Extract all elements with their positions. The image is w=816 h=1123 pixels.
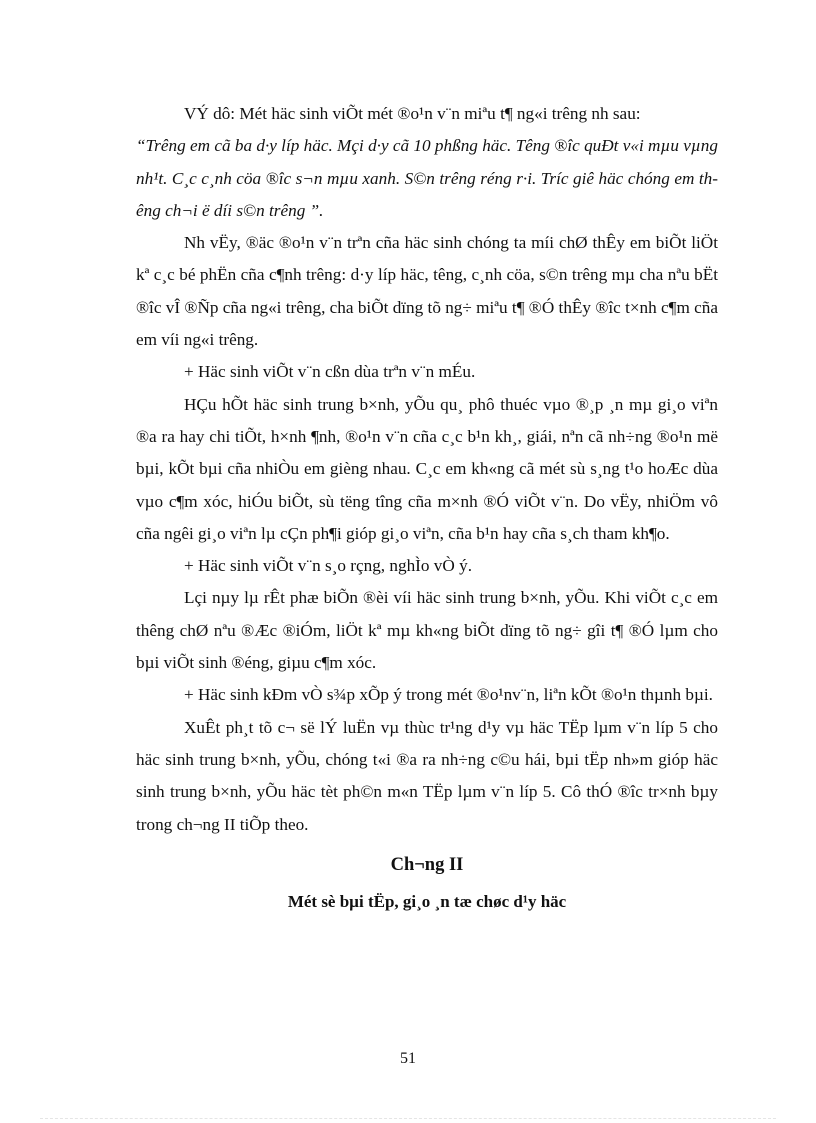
paragraph-bullet-empty-ideas: + Häc sinh viÕt v¨n s¸o rçng, nghÌo vÒ ý.: [184, 556, 472, 576]
page-bottom-divider: [40, 1118, 776, 1119]
paragraph-bullet-sample-text: + Häc sinh viÕt v¨n cßn dùa trªn v¨n mÉu.: [184, 362, 476, 382]
paragraph-example-intro: VÝ dô: Mét häc sinh viÕt mét ®o¹n v¨n miªu t¶ ng«i trêng nh sau:: [184, 104, 641, 123]
paragraph-analysis: Nh vËy, ®äc ®o¹n v¨n trªn cña häc sinh chóng ta míi chØ thÊy em biÕt liÖt kª c¸c bé phËn cña c¶nh trêng: d·y líp häc, têng, c¸nh cöa, s©n trêng mµ cha nªu bËt ®îc vÎ ®Ñp cña ng«i trêng, cha biÕt dïng tõ ng÷ miªu t¶ ®Ó thÊy ®îc t×nh c¶m cña em víi ng«i trêng.: [136, 233, 718, 350]
paragraph-example-quote: “Trêng em cã ba d·y líp häc. Mçi d·y cã 10 phßng häc. Têng ®îc quÐt v«i mµu vµng nh¹t. C¸c c¸nh cöa ®îc s¬n mµu xanh. S©n trêng réng r·i. Tríc giê häc chóng em thêng ch¬i ë díi s©n trêng ”.: [136, 136, 718, 220]
chapter-subtitle: Mét sè bµi tËp, gi¸o ¸n tæ chøc d¹y häc: [287, 891, 567, 911]
paragraph-bullet-organization: + Häc sinh kÐm vÒ s¾p xÕp ý trong mét ®o¹nv¨n, liªn kÕt ®o¹n thµnh bµi.: [184, 685, 713, 705]
paragraph-conclusion: XuÊt ph¸t tõ c¬ së lÝ luËn vµ thùc tr¹ng d¹y vµ häc TËp lµm v¨n líp 5 cho häc sinh trung b×nh, yÕu, chóng t«i ®a ra nh÷ng c©u hái, bµi tËp nh»m gióp häc sinh trung b×nh, yÕu häc tèt ph©n m«n TËp lµm v¨n líp 5. Cô thÓ ®îc tr×nh bµy trong ch¬ng II tiÕp theo.: [136, 717, 718, 834]
document-body: [136, 98, 718, 921]
page-number: 51: [400, 1050, 416, 1067]
paragraph-common-error: Lçi nµy lµ rÊt phæ biÕn ®èi víi häc sinh trung b×nh, yÕu. Khi viÕt c¸c em thêng chØ nªu ®Æc ®iÓm, liÖt kª mµ kh«ng biÕt dïng tõ ng÷ gîi t¶ ®Ó lµm cho bµi viÕt sinh ®éng, giµu c¶m xóc.: [136, 588, 718, 673]
paragraph-dependence: HÇu hÕt häc sinh trung b×nh, yÕu qu¸ phô thuéc vµo ®¸p ¸n mµ gi¸o viªn ®a ra hay chi tiÕt, h×nh ¶nh, ®o¹n v¨n cña c¸c b¹n kh¸, giái, nªn cã nh÷ng ®o¹n më bµi, kÕt bµi cña nhiÒu em gièng nhau. C¸c em kh«ng cã mét sù s¸ng t¹o hoÆc dùa vµo c¶m xóc, hiÓu biÕt, sù tëng tîng cña m×nh ®Ó viÕt v¨n. Do vËy, nhiÖm vô cña ngêi gi¸o viªn lµ cÇn ph¶i gióp gi¸o viªn, cña b¹n hay cña s¸ch tham kh¶o.: [136, 394, 718, 543]
chapter-title: Ch¬ng II: [390, 854, 464, 875]
